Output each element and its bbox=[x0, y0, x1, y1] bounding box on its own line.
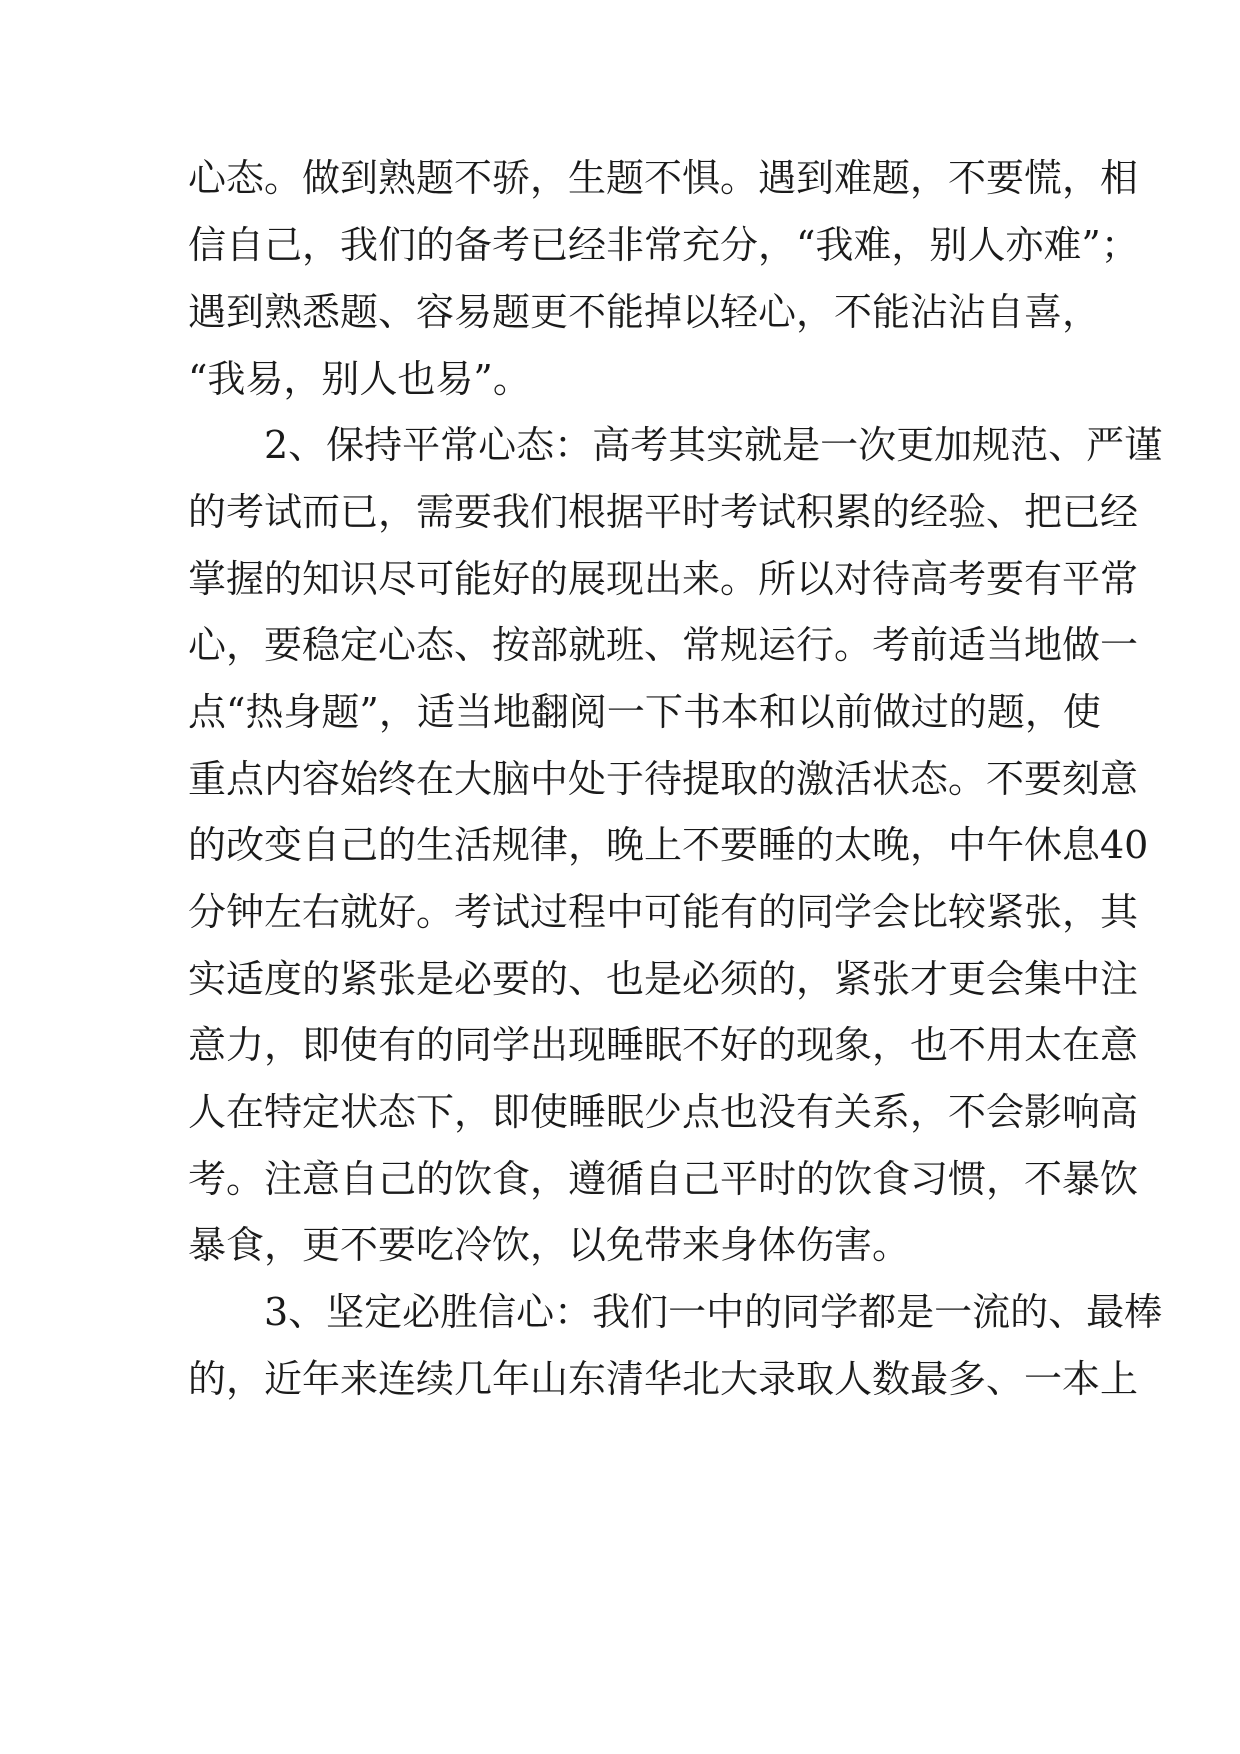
text-line: 的考试而已，需要我们根据平时考试积累的经验、把已经 bbox=[188, 490, 1139, 534]
text-line: 点“热身题”，适当地翻阅一下书本和以前做过的题，使 bbox=[188, 690, 1101, 734]
text-line: 实适度的紧张是必要的、也是必须的，紧张才更会集中注 bbox=[188, 957, 1139, 1001]
text-line: 3、坚定必胜信心：我们一中的同学都是一流的、最棒 bbox=[188, 1290, 1163, 1334]
text-line: 心，要稳定心态、按部就班、常规运行。考前适当地做一 bbox=[188, 623, 1139, 667]
text-line: 意力，即使有的同学出现睡眠不好的现象，也不用太在意 bbox=[188, 1023, 1139, 1067]
text-line: 2、保持平常心态：高考其实就是一次更加规范、严谨 bbox=[188, 423, 1163, 467]
text-line: 的，近年来连续几年山东清华北大录取人数最多、一本上 bbox=[188, 1357, 1139, 1401]
text-line: 考。注意自己的饮食，遵循自己平时的饮食习惯，不暴饮 bbox=[188, 1157, 1139, 1201]
text-line: 遇到熟悉题、容易题更不能掉以轻心，不能沾沾自喜， bbox=[188, 290, 1101, 334]
text-line: 人在特定状态下，即使睡眠少点也没有关系，不会影响高 bbox=[188, 1090, 1139, 1134]
text-line: “我易，别人也易”。 bbox=[188, 357, 531, 401]
text-line: 心态。做到熟题不骄，生题不惧。遇到难题，不要慌，相 bbox=[188, 156, 1139, 200]
text-line: 掌握的知识尽可能好的展现出来。所以对待高考要有平常 bbox=[188, 557, 1139, 601]
text-line: 分钟左右就好。考试过程中可能有的同学会比较紧张，其 bbox=[188, 890, 1139, 934]
text-line: 信自己，我们的备考已经非常充分，“我难，别人亦难”； bbox=[188, 223, 1139, 267]
text-line: 重点内容始终在大脑中处于待提取的激活状态。不要刻意 bbox=[188, 757, 1139, 801]
text-line: 的改变自己的生活规律，晚上不要睡的太晚，中午休息40 bbox=[188, 823, 1149, 867]
text-line: 暴食，更不要吃冷饮，以免带来身体伤害。 bbox=[188, 1223, 911, 1267]
